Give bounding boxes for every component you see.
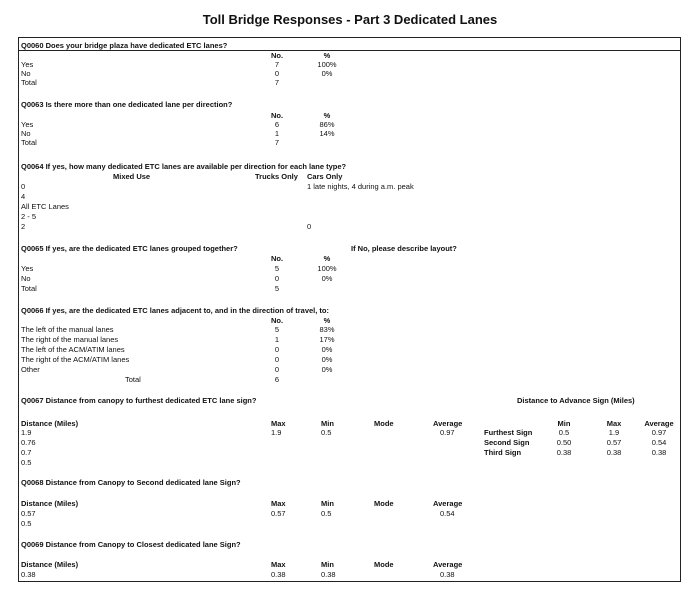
advance-row-min: 0.5 [558,428,570,437]
q64-row: 2 [21,222,26,231]
q67-header-min: Min [321,419,334,428]
q67-max: 1.9 [271,428,282,437]
q63-row-pct: 86% [319,120,335,129]
q66-row-label: Other [21,365,40,374]
q65-row-label: No [21,274,31,283]
q67-question: Q0067 Distance from canopy to furthest dedicated ETC lane sign? [21,396,257,405]
q66-row-label: The left of the manual lanes [21,325,114,334]
q68-header-mode: Mode [374,499,394,508]
advance-row-label: Third Sign [484,448,522,457]
q60-row-pct: 100% [317,60,337,69]
q64-row: 0 [21,182,26,191]
q69-distance: 0.38 [21,570,36,579]
q64-header-cars: Cars Only [307,172,343,181]
q68-distance: 0.5 [21,519,32,528]
q65-row-no: 5 [274,284,280,293]
q65-row-label: Yes [21,264,34,273]
q63-row-no: 6 [274,120,280,129]
q67-distance: 0.5 [21,458,32,467]
advance-row-average: 0.38 [651,448,667,457]
q64-header-trucks: Trucks Only [255,172,298,181]
advance-sign-title: Distance to Advance Sign (Miles) [517,396,635,405]
q69-question: Q0069 Distance from Canopy to Closest dedicated lane Sign? [21,540,241,549]
divider [19,50,680,51]
q64-cars-value: 0 [307,222,312,231]
q65-row-no: 0 [274,274,280,283]
q66-row-no: 5 [274,325,280,334]
q64-row: All ETC Lanes [21,202,69,211]
q63-question: Q0063 Is there more than one dedicated lane per direction? [21,100,233,109]
q66-total-label: Total [125,375,141,384]
advance-row-min: 0.50 [556,438,572,447]
q68-max: 0.57 [271,509,286,518]
advance-row-max: 0.38 [606,448,622,457]
advance-header-min: Min [557,419,571,428]
q63-row-label: No [21,129,31,138]
q64-row: 2 - 5 [21,212,37,221]
q66-row-pct: 0% [321,365,333,374]
q66-header-pct: % [323,316,331,325]
q66-row-label: The right of the manual lanes [21,335,119,344]
q67-average: 0.97 [440,428,455,437]
q60-row-label: Yes [21,60,34,69]
q68-distance: 0.57 [21,509,36,518]
q67-header-mode: Mode [374,419,394,428]
q65-row-no: 5 [274,264,280,273]
page-title: Toll Bridge Responses - Part 3 Dedicated Lanes [202,12,498,27]
q66-row-pct: 17% [319,335,335,344]
q67-header-distance: Distance (Miles) [21,419,79,428]
q67-min: 0.5 [321,428,332,437]
q63-row-pct: 14% [319,129,335,138]
q64-cars-note: 1 late nights, 4 during a.m. peak [307,182,414,191]
advance-row-label: Second Sign [484,438,530,447]
q64-question: Q0064 If yes, how many dedicated ETC lanes are available per direction for each lane type? [21,162,347,171]
q65-question: Q0065 If yes, are the dedicated ETC lanes grouped together? [21,244,238,253]
q69-average: 0.38 [440,570,455,579]
q67-distance: 1.9 [21,428,32,437]
q65-header-no: No. [270,254,284,263]
q63-row-no: 1 [274,129,280,138]
q66-question: Q0066 If yes, are the dedicated ETC lanes adjacent to, and in the direction of travel, to: [21,306,329,315]
q64-row: 4 [21,192,26,201]
q60-row-no: 7 [274,78,280,87]
q65-row-pct: 100% [317,264,337,273]
q66-row-pct: 83% [319,325,335,334]
q65-header-pct: % [323,254,331,263]
q65-row-pct: 0% [321,274,333,283]
q66-row-no: 0 [274,345,280,354]
q63-row-no: 7 [274,138,280,147]
q66-row-no: 0 [274,355,280,364]
advance-header-max: Max [606,419,622,428]
report-frame [18,37,681,582]
q68-header-average: Average [433,499,463,508]
q66-total-no: 6 [274,375,280,384]
q68-header-min: Min [321,499,334,508]
q69-header-distance: Distance (Miles) [21,560,79,569]
q66-row-label: The left of the ACM/ATIM lanes [21,345,125,354]
q68-header-max: Max [271,499,286,508]
q66-row-pct: 0% [321,355,333,364]
advance-row-max: 0.57 [606,438,622,447]
advance-row-min: 0.38 [556,448,572,457]
q60-row-no: 7 [274,60,280,69]
q67-header-max: Max [271,419,286,428]
q68-question: Q0068 Distance from Canopy to Second dedicated lane Sign? [21,478,241,487]
advance-row-average: 0.97 [651,428,667,437]
q69-min: 0.38 [321,570,336,579]
q65-describe: If No, please describe layout? [351,244,457,253]
q67-header-average: Average [433,419,463,428]
q63-header-no: No. [270,111,284,120]
q65-row-label: Total [21,284,37,293]
q69-header-mode: Mode [374,560,394,569]
advance-row-max: 1.9 [608,428,620,437]
q60-header-no: No. [270,51,284,60]
q60-row-label: No [21,69,31,78]
q69-max: 0.38 [271,570,286,579]
advance-row-average: 0.54 [651,438,667,447]
q68-header-distance: Distance (Miles) [21,499,79,508]
q67-distance: 0.76 [21,438,36,447]
q63-row-label: Yes [21,120,34,129]
q67-distance: 0.7 [21,448,32,457]
q63-row-label: Total [21,138,37,147]
q63-header-pct: % [323,111,331,120]
q66-row-label: The right of the ACM/ATIM lanes [21,355,130,364]
q60-row-pct: 0% [321,69,333,78]
q66-header-no: No. [270,316,284,325]
q69-header-max: Max [271,560,286,569]
q60-question: Q0060 Does your bridge plaza have dedicated ETC lanes? [21,41,228,50]
q66-row-no: 1 [274,335,280,344]
q66-row-pct: 0% [321,345,333,354]
q60-header-pct: % [323,51,331,60]
q69-header-min: Min [321,560,334,569]
advance-row-label: Furthest Sign [484,428,533,437]
q60-row-label: Total [21,78,37,87]
q66-row-no: 0 [274,365,280,374]
q69-header-average: Average [433,560,463,569]
q60-row-no: 0 [274,69,280,78]
q68-average: 0.54 [440,509,455,518]
q64-header-mixed: Mixed Use [113,172,151,181]
q68-min: 0.5 [321,509,332,518]
advance-header-average: Average [644,419,674,428]
